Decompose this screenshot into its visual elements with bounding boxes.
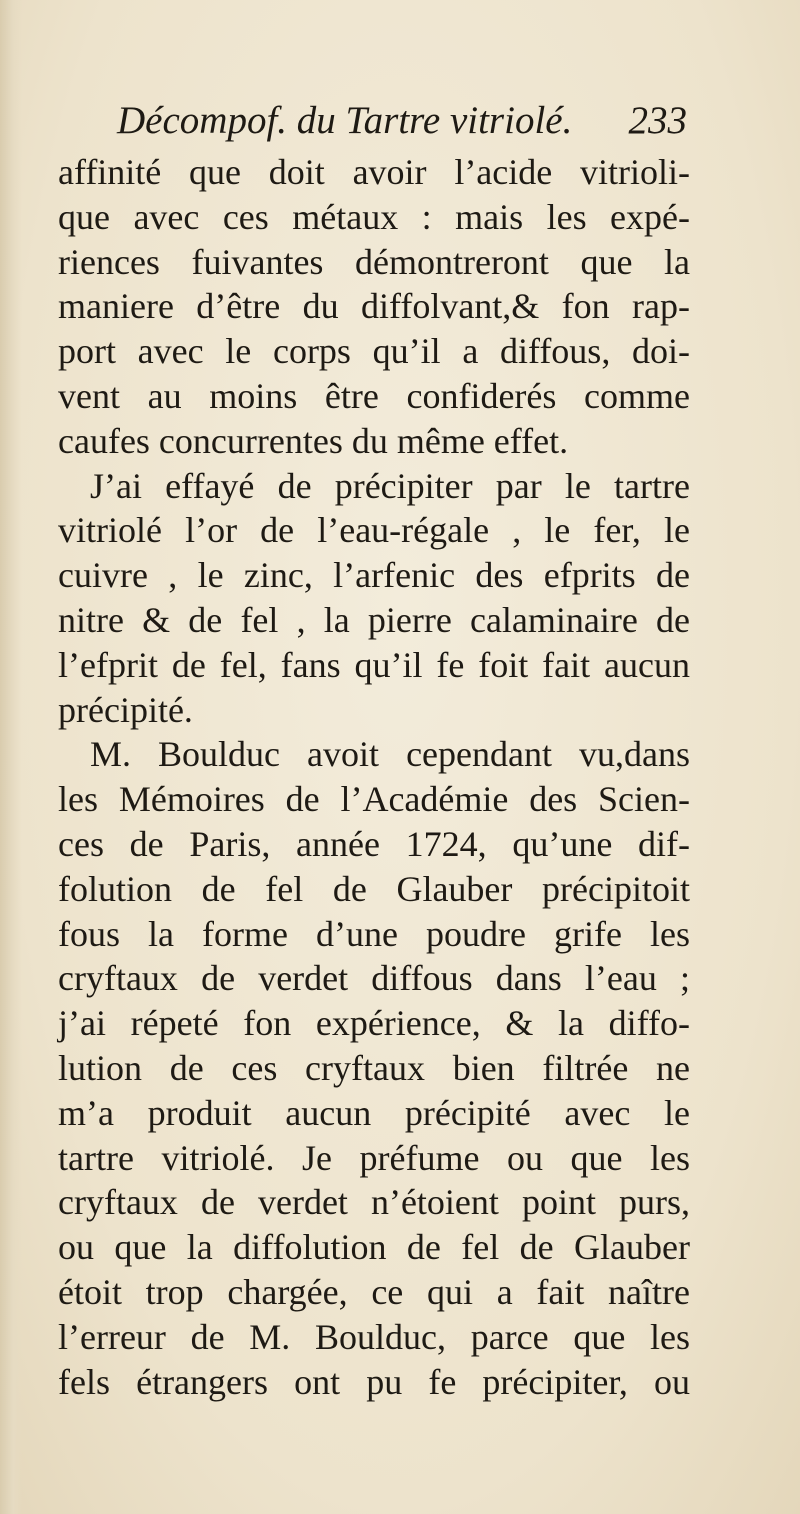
text-line: M. Boulduc avoit cependant vu,dans [90,734,690,775]
text-line: ou que la diffolution de fel de Glauber [58,1227,690,1268]
text-line: port avec le corps qu’il a diffous, doi- [58,331,690,372]
text-line: m’a produit aucun précipité avec le [58,1092,690,1133]
text-line: fous la forme d’une poudre grife les [58,913,690,954]
text-line: étoit trop chargée, ce qui a fait naître [58,1271,690,1312]
text-line: J’ai effayé de précipiter par le tartre [90,465,690,506]
text-line: j’ai répeté fon expérience, & la diffo- [58,1003,690,1044]
text-line: cryftaux de verdet diffous dans l’eau ; [58,958,690,999]
text-line: l’erreur de M. Boulduc, parce que les [58,1316,690,1357]
text-line: tartre vitriolé. Je préfume ou que les [58,1137,690,1178]
text-line: l’efprit de fel, fans qu’il fe foit fait aucun [58,644,690,685]
page-gutter [0,0,22,1514]
running-title: Décompof. du Tartre vitriolé. [117,99,573,142]
page-number: 233 [628,99,687,142]
text-line: caufes concurrentes du même effet. [58,420,569,461]
text-line: ces de Paris, année 1724, qu’une dif- [58,823,690,864]
text-line: riences fuivantes démontreront que la [58,241,690,282]
text-line: que avec ces métaux : mais les expé- [58,196,690,237]
text-line: lution de ces cryftaux bien filtrée ne [58,1047,690,1088]
text-line: maniere d’être du diffolvant,& fon rap- [58,286,690,327]
text-line: affinité que doit avoir l’acide vitrioli- [58,152,690,192]
running-header [117,95,687,147]
body-text [58,150,690,1404]
text-line: cuivre , le zinc, l’arfenic des efprits de [58,555,690,596]
text-line: précipité. [58,689,193,730]
text-line: vitriolé l’or de l’eau-régale , le fer, le [58,510,690,551]
text-line: folution de fel de Glauber précipitoit [58,868,690,909]
text-line: les Mémoires de l’Académie des Scien- [58,779,690,820]
text-line: nitre & de fel , la pierre calaminaire de [58,599,690,640]
text-line: fels étrangers ont pu fe précipiter, ou [58,1361,690,1402]
text-line: cryftaux de verdet n’étoient point purs, [58,1182,690,1223]
text-line: vent au moins être confiderés comme [58,375,690,416]
